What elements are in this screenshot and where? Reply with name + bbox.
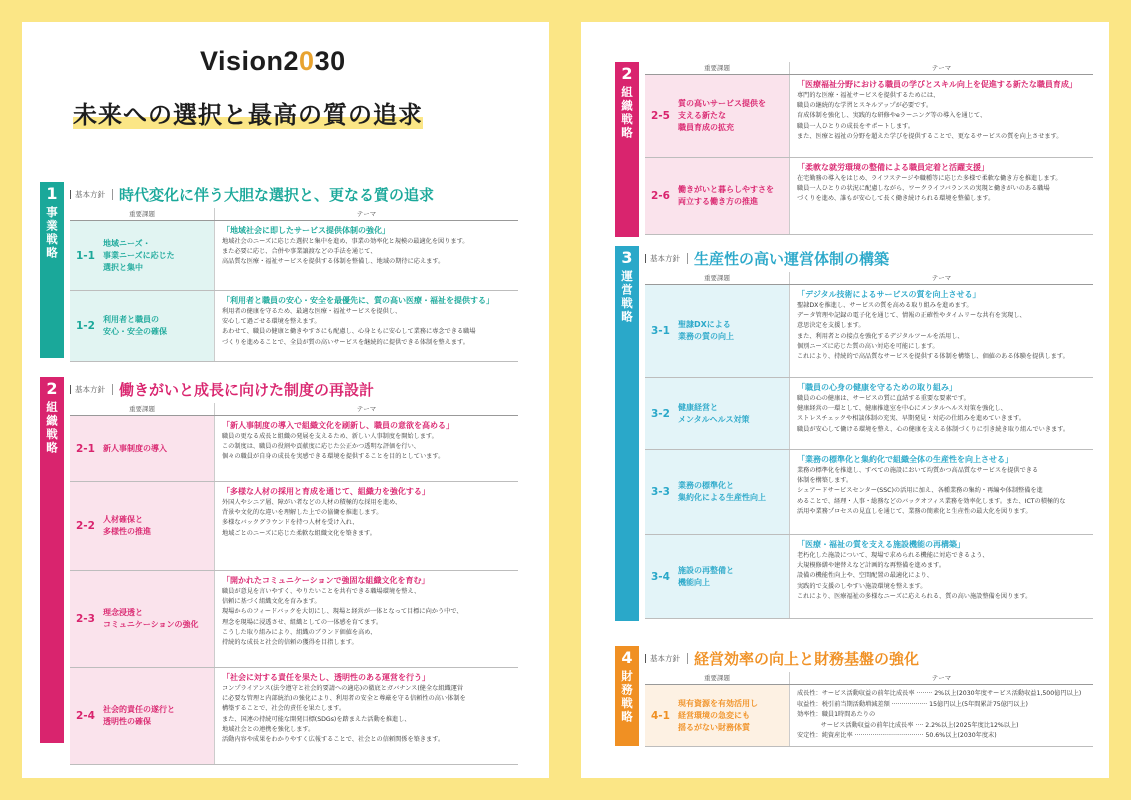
theme-body: 職員の心の健康は、サービスの質に直結する重要な要素です。 健康経営の一環として、健康推進室を中心にメンタルヘルス対策を強化し、 ストレスチェックや相談体制の充実、早期発見・対応の仕組みを進めていきます。 職員が安心して働ける環境を整え、心の健康を支える体制づくりに引き続き取り組んでいきます。	[797, 395, 1070, 433]
issue-cell	[645, 378, 790, 449]
s3-number: 3	[621, 248, 633, 267]
s2b-category: 組織戦略	[620, 86, 634, 140]
kihon-label: 基本方針	[645, 254, 685, 263]
table-row	[70, 416, 518, 482]
issue-label: 質の高いサービス提供を 支える新たな 職員育成の拡充	[678, 99, 766, 132]
s3-heading	[645, 248, 889, 268]
issue-label: 働きがいと暮らしやすさを 両立する働き方の推進	[678, 185, 774, 206]
kihon-label: 基本方針	[70, 190, 110, 199]
issue-label: 業務の標準化と 集約化による生産性向上	[678, 481, 766, 502]
s2b-number: 2	[621, 64, 633, 83]
col-theme: テーマ	[931, 674, 952, 682]
issue-cell	[645, 685, 790, 746]
s2b-table	[645, 62, 1093, 235]
theme-title: 「社会に対する責任を果たし、透明性のある運営を行う」	[222, 673, 430, 682]
s2-section	[40, 377, 518, 743]
s1-title: 時代変化に伴う大胆な選択と、更なる質の追求	[119, 185, 435, 204]
s4-category-bar	[615, 646, 639, 746]
s3-category: 運営戦略	[620, 270, 634, 324]
s2-number: 2	[46, 379, 58, 398]
issue-cell	[645, 535, 790, 618]
s2-category-bar	[40, 377, 64, 743]
s2-category: 組織戦略	[45, 401, 59, 455]
table-row	[645, 285, 1093, 378]
vision-logo: Vision2030	[200, 46, 346, 76]
s2b-category-bar	[615, 62, 639, 237]
theme-cell	[215, 221, 518, 290]
s1-table	[70, 208, 518, 362]
table-row	[70, 571, 518, 668]
divider	[112, 189, 113, 200]
issue-cell	[70, 482, 215, 570]
issue-cell	[70, 291, 215, 361]
issue-number: 2-4	[76, 710, 95, 722]
theme-body: 専門的な医療・福祉サービスを提供するためには、 職員の継続的な学習とスキルアップが必要です。 育成体制を強化し、実践的な研修やeラーニング等の導入を通じて、 職員一人ひとりの成長をサポートします。 また、医療と福祉の分野を超えた学びを提供することで、更なるサービスの質を向上させます。	[797, 92, 1063, 140]
theme-title: 「新人事制度の導入で組織文化を刷新し、職員の意欲を高める」	[222, 421, 454, 430]
s4-title: 経営効率の向上と財務基盤の強化	[694, 649, 920, 668]
theme-title: 「業務の標準化と集約化で組織全体の生産性を向上させる」	[797, 455, 1013, 464]
s1-category: 事業戦略	[45, 206, 59, 260]
theme-title: 「多様な人材の採用と育成を通じて、組織力を強化する」	[222, 487, 430, 496]
theme-cell	[215, 291, 518, 361]
issue-label: 現有資源を有効活用し 経営環境の急変にも 揺るがない財務体質	[678, 698, 758, 732]
issue-number: 3-2	[651, 407, 670, 420]
s4-section	[615, 646, 1093, 746]
table-row	[70, 221, 518, 291]
table-header	[70, 403, 518, 416]
issue-label: 聖隷DXによる 業務の質の向上	[678, 320, 734, 341]
theme-cell	[790, 75, 1093, 157]
theme-body: 外国人やシニア層、障がい者などの人材の積極的な採用を進め、 背景や文化的な違いを理解した上での協働を推進します。 多様なバックグラウンドを持つ人材を受け入れ、 地域ごとのニーズに応じた柔軟な組織文化を築きます。	[222, 499, 402, 537]
issue-number: 2-5	[651, 110, 670, 122]
issue-label: 理念浸透と コミュニケーションの強化	[103, 608, 199, 629]
issue-label: 新人事制度の導入	[103, 443, 167, 453]
s4-number: 4	[621, 648, 633, 667]
issue-cell	[645, 285, 790, 377]
theme-body: 老朽化した施設について、現場で求められる機能に対応できるよう、 大規模修繕や建替えなど計画的な再整備を進めます。 設備の機能性向上や、空間配置の最適化により、 実践的で支援のしやすい施設環境を整えます。 これにより、医療福祉の多様なニーズに応えられる、質の高い施設整備を図ります。	[797, 552, 1032, 600]
table-row	[70, 291, 518, 362]
divider	[687, 653, 688, 664]
table-header	[645, 672, 1093, 685]
col-theme: テーマ	[931, 274, 952, 282]
issue-label: 社会的責任の遂行と 透明性の確保	[103, 705, 175, 726]
issue-cell	[645, 158, 790, 234]
theme-body: 業務の標準化を推進し、すべての施設において均質かつ高品質なサービスを提供できる 体制を構築します。 シェアードサービスセンター(SSC)の活用に加え、各種業務の集約・再編や体制整備を進 めることで、経理・人事・総務などのバックオフィス業務を効率化します。また、ICTの積極的な 活用や業務プロセスの見直しを通じて、業務の簡素化と生産性の最大化を図ります。	[797, 467, 1066, 515]
divider	[687, 253, 688, 264]
table-row	[645, 75, 1093, 158]
s1-section	[40, 182, 518, 358]
s4-heading	[645, 648, 919, 668]
theme-cell	[215, 668, 518, 764]
issue-cell	[645, 450, 790, 534]
theme-cell	[790, 158, 1093, 234]
table-row	[645, 450, 1093, 535]
theme-body: コンプライアンス(法令遵守と社会的要請への適応)の徹底とガバナンス(健全な組織運営 に必要な管理と内部統治)の強化により、利用者の安全と尊厳を守る信頼性の高い体制を 構築することで、社会的責任を果たします。 また、国連の持続可能な開発目標(SDGs)を踏まえた活動を推進し、 地域社会との連携を強化します。 活動内容や成果をわかりやすく広報することで、社会との信頼関係を築きます。	[222, 685, 466, 744]
issue-number: 1-1	[76, 249, 95, 262]
col-theme: テーマ	[931, 64, 952, 72]
col-issue: 重要課題	[70, 403, 215, 415]
table-row	[645, 685, 1093, 747]
theme-cell	[790, 285, 1093, 377]
issue-cell	[70, 571, 215, 667]
finance-targets: 成長性：サービス活動収益の前年比成長率 ········ 2%以上(2030年度サービス活動収益1,500億円以上) 収益性：税引前当期活動増減差額 ·················· 15億円以上(5年間累計75億円以上) 効率性：職員1時間あたりの サービス活動収益の前年比成長率 ···· 2.2%以上(2025年度比12%以上) 安定性：純資産比率 ··································· 50.6%以上(2030年度末)	[797, 690, 1082, 739]
theme-cell	[215, 482, 518, 570]
col-theme: テーマ	[356, 210, 377, 218]
divider	[112, 384, 113, 395]
s1-number: 1	[46, 184, 58, 203]
table-header	[70, 208, 518, 221]
theme-title: 「地域社会に即したサービス提供体制の強化」	[222, 226, 390, 235]
theme-body: 職員の更なる成長と組織の発展を支えるため、新しい人事制度を開始します。 この制度は、職員の役割や貢献度に応じた公正かつ透明な評価を行い、 個々の職員が自身の成長を実感できる環境を提供することを目的としています。	[222, 433, 445, 461]
theme-body: 利用者の健康を守るため、最適な医療・福祉サービスを提供し、 安心して過ごせる環境を整えます。 あわせて、職員の健康と働きやすさにも配慮し、心身ともに安心して業務に専念できる職場 づくりを進めることで、全員が質の高いサービスを継続的に提供できる体制を整えます。	[222, 308, 476, 346]
issue-number: 2-2	[76, 520, 95, 532]
issue-number: 2-6	[651, 190, 670, 202]
s1-category-bar	[40, 182, 64, 358]
issue-label: 人材確保と 多様性の推進	[103, 515, 151, 536]
issue-number: 1-2	[76, 320, 95, 332]
kihon-label: 基本方針	[70, 385, 110, 394]
s2-heading	[70, 379, 374, 399]
s4-category: 財務戦略	[620, 670, 634, 724]
issue-number: 3-1	[651, 325, 670, 337]
s1-heading	[70, 184, 434, 204]
s2b-section	[615, 62, 1093, 237]
s4-table	[645, 672, 1093, 747]
issue-number: 4-1	[651, 709, 670, 722]
col-issue: 重要課題	[645, 272, 790, 284]
theme-cell	[790, 378, 1093, 449]
issue-number: 2-1	[76, 442, 95, 455]
issue-cell	[645, 75, 790, 157]
issue-label: 地域ニーズ・ 事業ニーズに応じた 選択と集中	[103, 238, 175, 272]
theme-title: 「医療福祉分野における職員の学びとスキル向上を促進する新たな職員育成」	[797, 80, 1077, 89]
issue-cell	[70, 416, 215, 481]
theme-title: 「柔軟な就労環境の整備による職員定着と活躍支援」	[797, 163, 989, 172]
theme-title: 「利用者と職員の安心・安全を最優先に、質の高い医療・福祉を提供する」	[222, 296, 494, 305]
table-header	[645, 272, 1093, 285]
theme-body: 地域社会のニーズに応じた選択と集中を進め、事業の効率化と規模の最適化を図ります。 また必要に応じ、合併や事業譲渡などの手法を通じて、 高品質な医療・福祉サービスを提供する体制を整備し、地域の期待に応えます。	[222, 238, 469, 266]
theme-title: 「職員の心身の健康を守るための取り組み」	[797, 383, 957, 392]
issue-number: 2-3	[76, 613, 95, 625]
page-title: 未来への選択と最高の質の追求	[73, 101, 423, 129]
s3-section	[615, 246, 1093, 621]
theme-cell	[790, 450, 1093, 534]
issue-label: 施設の再整備と 機能向上	[678, 565, 734, 587]
theme-title: 「医療・福祉の質を支える施設機能の再構築」	[797, 540, 965, 549]
col-issue: 重要課題	[645, 672, 790, 684]
table-row	[645, 535, 1093, 619]
theme-body: 職員が意見を言いやすく、やりたいことを共有できる職場環境を整え、 信頼に基づく組織文化を育みます。 現場からのフィードバックを大切にし、現場と経営が一体となって目標に向かう中で、 理念を現場に浸透させ、組織としての一体感を育てます。 こうした取り組みにより、組織のブランド価値を高め、 持続的な成長と社会的信頼の獲得を目指します。	[222, 588, 463, 647]
s3-title: 生産性の高い運営体制の構築	[694, 249, 890, 268]
theme-cell	[215, 571, 518, 667]
issue-label: 健康経営と メンタルヘルス対策	[678, 402, 750, 424]
theme-cell	[215, 416, 518, 481]
s3-table	[645, 272, 1093, 619]
issue-cell	[70, 221, 215, 290]
theme-body: 在宅勤務の導入をはじめ、ライフステージや職種等に応じた多様で柔軟な働き方を推進します。 職員一人ひとりの状況に配慮しながら、ワークライフバランスの実現と働きがいのある職場 づくりを進め、誰もが安心して長く働き続けられる環境を整備します。	[797, 175, 1062, 203]
table-row	[645, 158, 1093, 235]
table-row	[645, 378, 1093, 450]
table-row	[70, 668, 518, 765]
s2-table	[70, 403, 518, 765]
col-issue: 重要課題	[70, 208, 215, 220]
issue-number: 3-4	[651, 570, 670, 583]
table-header	[645, 62, 1093, 75]
issue-number: 3-3	[651, 486, 670, 498]
col-issue: 重要課題	[645, 62, 790, 74]
table-row	[70, 482, 518, 571]
kihon-label: 基本方針	[645, 654, 685, 663]
theme-title: 「デジタル技術によるサービスの質を向上させる」	[797, 290, 981, 299]
issue-label: 利用者と職員の 安心・安全の確保	[103, 315, 167, 336]
theme-title: 「開かれたコミュニケーションで強固な組織文化を育む」	[222, 576, 430, 585]
s3-category-bar	[615, 246, 639, 621]
s2-title: 働きがいと成長に向けた制度の再設計	[119, 380, 375, 399]
theme-cell	[790, 535, 1093, 618]
issue-cell	[70, 668, 215, 764]
col-theme: テーマ	[356, 405, 377, 413]
theme-body: 聖隷DXを推進し、サービスの質を高める取り組みを進めます。 データ管理や記録の電子化を通じて、情報の正確性やタイムリーな共有を実現し、 意思決定を支援します。 また、利用者との接点を強化するデジタルツールを活用し、 個別ニーズに応じた質の高い対応を可能にします。 これにより、持続的で高品質なサービスを提供する体制を構築し、価値のある体験を提供します。	[797, 302, 1069, 361]
